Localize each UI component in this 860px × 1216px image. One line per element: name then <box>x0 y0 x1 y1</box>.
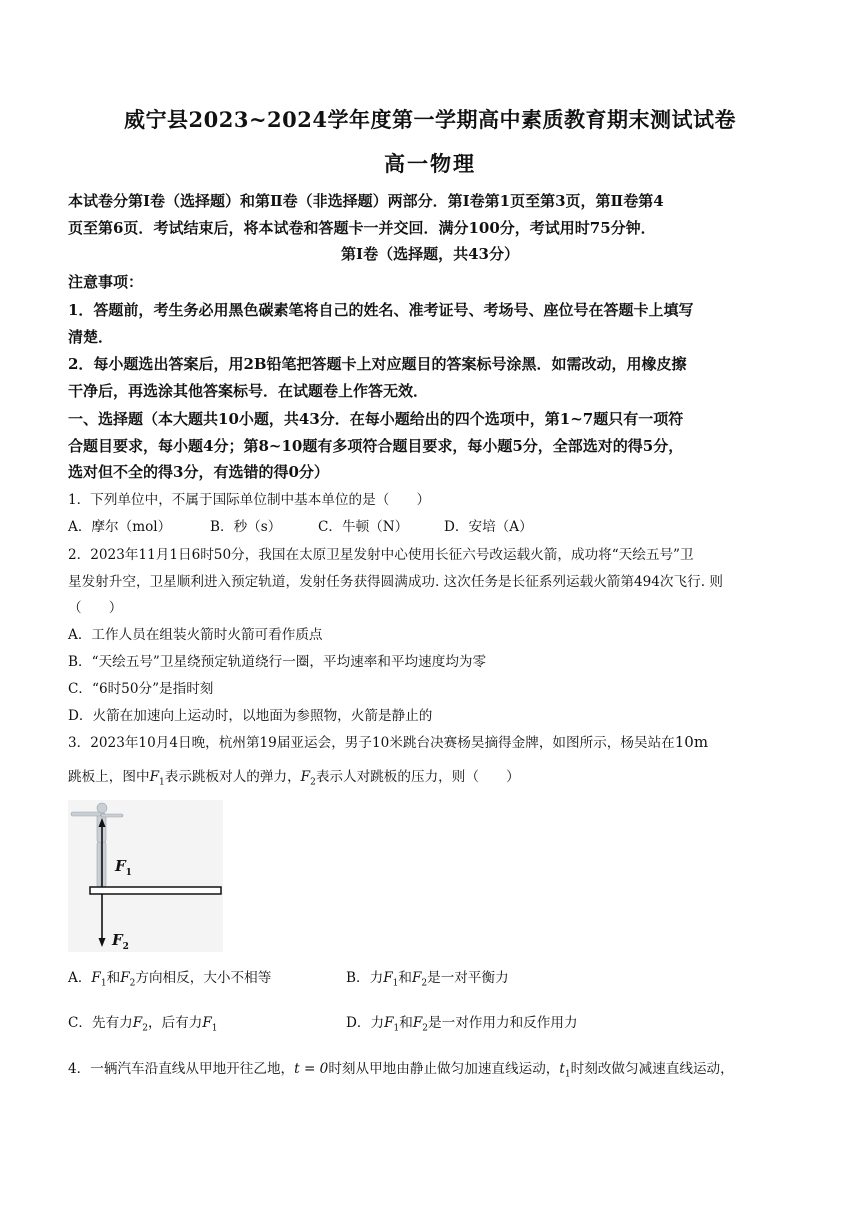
q1-option-a: A．摩尔（mol） <box>68 519 172 535</box>
figure-background <box>68 800 223 952</box>
f2-symbol: F <box>300 769 311 785</box>
q1-stem: 1．下列单位中，不属于国际单位制中基本单位的是（ ） <box>68 492 431 508</box>
q2-stem-line-2: 星发射升空，卫星顺利进入预定轨道，发射任务获得圆满成功. 这次任务是长征系列运载火箭第494次飞行. 则 <box>68 574 723 590</box>
f1-subscript: 1 <box>159 777 165 788</box>
intro-line-1: 本试卷分第Ⅰ卷（选择题）和第Ⅱ卷（非选择题）两部分．第Ⅰ卷第1页至第3页，第Ⅱ卷第4 <box>68 192 664 210</box>
part-1-line-3: 选对但不全的得3分，有选错的得0分） <box>68 463 329 481</box>
notice-item-1-line-1: 1．答题前，考生务必用黑色碳素笔将自己的姓名、准考证号、考场号、座位号在答题卡上填写 <box>68 301 694 319</box>
notice-item-2-line-2: 干净后，再选涂其他答案标号．在试题卷上作答无效． <box>68 382 429 400</box>
q3-stem-text-pre: 跳板上，图中 <box>68 769 150 785</box>
notice-heading: 注意事项： <box>68 273 144 291</box>
t1-symbol: t <box>559 1061 565 1077</box>
diver-force-diagram <box>68 800 223 952</box>
q2-option-d: D．火箭在加速向上运动时，以地面为参照物，火箭是静止的 <box>68 708 433 724</box>
figure-label-f2: $F_2$ <box>112 931 129 952</box>
part-1-line-2: 合题目要求，每小题4分；第8~10题有多项符合题目要求，每小题5分，全部选对的得5分， <box>68 437 684 455</box>
q1-option-b: B．秒（s） <box>210 519 282 535</box>
notice-item-2-line-1: 2．每小题选出答案后，用2B铅笔把答题卡上对应题目的答案标号涂黑．如需改动，用橡皮擦 <box>68 355 687 373</box>
notice-item-1-line-2: 清楚． <box>68 328 114 346</box>
q4-stem-line-1: 4．一辆汽车沿直线从甲地开往乙地，t = 0时刻从甲地由静止做匀加速直线运动，$t_1$时刻改做匀减速直线运动， <box>68 1061 734 1080</box>
exam-subject: 高一物理 <box>384 151 476 176</box>
q3-option-c: C．先有力$F_2$，后有力$F_1$ <box>68 1015 218 1034</box>
q2-stem-line-1: 2．2023年11月1日6时50分，我国在太原卫星发射中心使用长征六号改运载火箭，成功将“天绘五号”卫 <box>68 547 694 563</box>
f2-subscript: 2 <box>310 777 316 788</box>
figure-label-f1: $F_1$ <box>115 857 132 878</box>
q3-option-b: B．力$F_1$和$F_2$是一对平衡力 <box>346 970 509 989</box>
q3-height-unit: 10m <box>674 733 709 751</box>
q1-option-c: C．牛顿（N） <box>318 519 409 535</box>
q3-stem-text-post: 表示人对跳板的压力，则（ ） <box>315 769 520 785</box>
diver-figure <box>68 800 223 952</box>
part-1-line-1: 一、选择题（本大题共10小题，共43分．在每小题给出的四个选项中，第1~7题只有一项符 <box>68 410 684 428</box>
q2-option-c: C．“6时50分”是指时刻 <box>68 681 214 697</box>
springboard <box>90 887 221 894</box>
q2-option-a: A．工作人员在组装火箭时火箭可看作质点 <box>68 627 323 643</box>
exam-title: 威宁县2023~2024学年度第一学期高中素质教育期末测试试卷 <box>124 107 736 132</box>
f1-symbol: F <box>149 769 159 785</box>
q3-stem-text-mid: 表示跳板对人的弹力， <box>164 769 301 785</box>
section-1-heading: 第Ⅰ卷（选择题，共43分） <box>341 245 519 263</box>
q3-option-d: D．力$F_1$和$F_2$是一对作用力和反作用力 <box>346 1015 578 1034</box>
q2-option-b: B．“天绘五号”卫星绕预定轨道绕行一圈，平均速率和平均速度均为零 <box>68 654 487 670</box>
q3-stem-line-1 <box>68 731 798 751</box>
q3-stem-text: 3．2023年10月4日晚，杭州第19届亚运会，男子10米跳台决赛杨昊摘得金牌，如图所示，杨吴站在 <box>68 735 675 751</box>
q3-stem-line-2 <box>68 765 798 788</box>
q3-option-a: A．$F_1$和$F_2$方向相反，大小不相等 <box>68 970 272 989</box>
q2-stem-line-3: （ ） <box>68 600 123 616</box>
q1-option-d: D．安培（A） <box>444 519 533 535</box>
intro-line-2: 页至第6页．考试结束后，将本试卷和答题卡一并交回．满分100分，考试用时75分钟． <box>68 219 656 237</box>
t-zero-expr: t = 0 <box>294 1061 329 1077</box>
